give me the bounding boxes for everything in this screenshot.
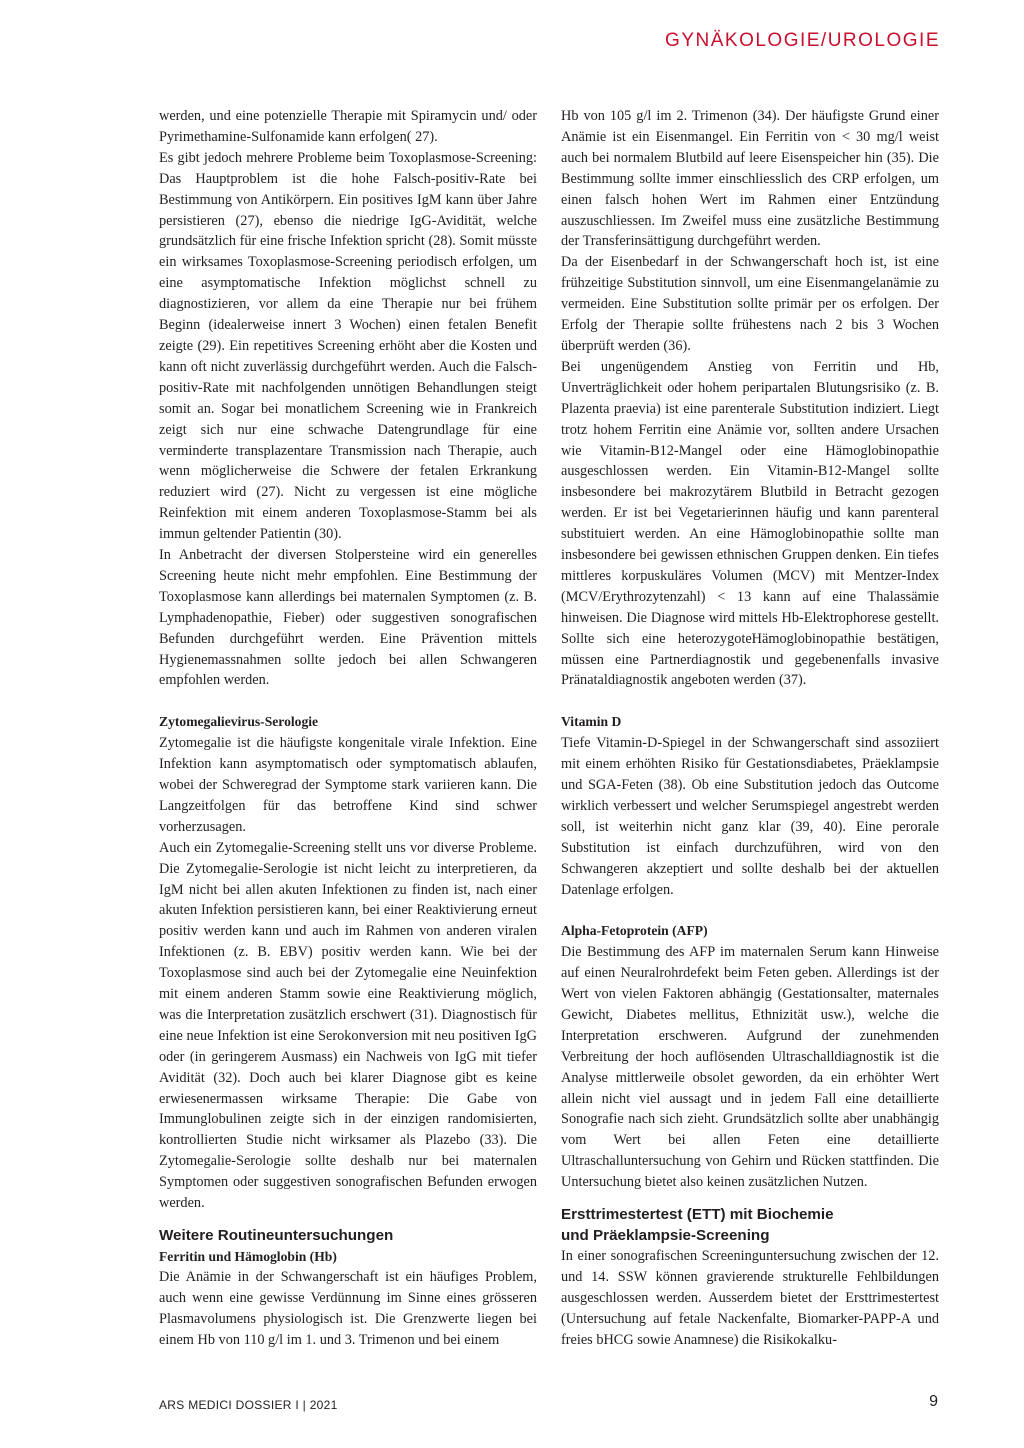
section-heading-ett [561,1205,939,1246]
paragraph: werden, und eine potenzielle Therapie mit Spiramycin und/ oder Pyrimethamine-Sulfonamide kann erfolgen( 27). [159,108,537,145]
left-column [159,106,537,1351]
right-column [561,106,939,1351]
section-heading-ett-line2: und Präeklampsie-Screening [561,1226,770,1244]
subheading-afp: Alpha-Fetoprotein (AFP) [561,923,708,939]
paragraph: Es gibt jedoch mehrere Probleme beim Toxoplasmose-Screening: Das Hauptproblem ist die hohe Falsch-positiv-Rate bei Bestimmung von Antikörpern. Ein positives IgM kann über Jahre persistieren (27), ebenso die niedrige IgG-Avidität, welche grundsätzlich für eine frische Infektion spricht (28). Somit müsste ein wirksames Toxoplasmose-Screening periodisch erfolgen, um eine asymptomatische Infektion möglichst schnell zu diagnostizieren, vor allem da eine Therapie nur bei frühem Beginn (idealerweise innert 3 Wochen) einen fetalen Benefit zeigte (29). Ein repetitives Screening erhöht aber die Kosten und kann oft nicht zuverlässig durchgeführt werden. Auch die Falsch-positiv-Rate mit nachfolgenden unnötigen Behandlungen steigt somit an. Sogar bei monatlichem Screening wie in Frankreich zeigt sich nur eine schwache Datengrundlage für eine verminderte transplazentare Transmission nach Therapie, auch wenn möglicherweise die Schwere der fetalen Erkrankung reduziert wird (27). Nicht zu vergessen ist eine mögliche Reinfektion mit einem anderen Toxoplasmose-Stamm bei als immun geltender Patientin (30). [159,149,537,543]
paragraph: Die Anämie in der Schwangerschaft ist ein häufiges Problem, auch wenn eine gewisse Verdünnung im Sinne eines grösseren Plasmavolumens physiologisch ist. Die Grenzwerte liegen bei einem Hb von 110 g/l im 1. und 3. Trimenon und bei einem [159,1269,537,1349]
paragraph: Auch ein Zytomegalie-Screening stellt uns vor diverse Probleme. Die Zytomegalie-Serologie ist nicht leicht zu interpretieren, da IgM nicht bei allen akuten Infektionen zu finden ist, nach einer akuten Infektion persistieren kann, bei einer Reaktivierung erneut positiv werden kann und auch im Rahmen von anderen viralen Infektionen (z. B. EBV) positiv werden kann. Wie bei der Toxoplasmose sind auch bei der Zytomegalie eine Neuinfektion mit einem anderen Stamm sowie eine Reaktivierung möglich, was die Interpretation zusätzlich erschwert (31). Diagnostisch für eine neue Infektion ist eine Serokonversion mit neu positiven IgG oder (in geringerem Ausmass) ein Nachweis von IgG mit tiefer Avidität (32). Doch auch bei klarer Diagnose gibt es keine erwiesenermassen wirksame Therapie: Die Gabe von Immunglobulinen zeigte sich in der einzigen randomisierten, kontrollierten Studie nicht wirksamer als Plazebo (33). Die Zytomegalie-Serologie sollte deshalb nur bei maternalen Symptomen oder suggestiven sonografischen Befunden erwogen werden. [159,839,537,1212]
section-heading-routine: Weitere Routineuntersuchungen [159,1227,394,1245]
subheading-cmv: Zytomegalievirus-Serologie [159,714,319,730]
journal-footer: ARS MEDICI DOSSIER I | 2021 [159,1398,338,1412]
subheading-vitamin-d: Vitamin D [561,714,622,730]
paragraph: Da der Eisenbedarf in der Schwangerschaft hoch ist, ist eine frühzeitige Substitution sinnvoll, um eine Eisenmangelanämie zu vermeiden. Eine Substitution sollte primär per os erfolgen. Der Erfolg der Therapie sollte frühestens nach 2 bis 3 Wochen überprüft werden (36). [561,254,939,354]
paragraph: Tiefe Vitamin-D-Spiegel in der Schwangerschaft sind assoziiert mit einem erhöhten Risiko für Gestationsdiabetes, Präeklampsie und SGA-Feten (38). Ob eine Substitution jedoch das Outcome wirklich verbessert und welcher Serumspiegel angestrebt werden soll, ist weiterhin nicht ganz klar (39, 40). Eine perorale Substitution ist einfach durchzuführen, wird von den Schwangeren akzeptiert und sollte deshalb bei der aktuellen Datenlage erfolgen. [561,735,939,898]
section-heading-ett-line1: Ersttrimestertest (ETT) mit Biochemie [561,1206,834,1224]
paragraph: In einer sonografischen Screeninguntersuchung zwischen der 12. und 14. SSW können gravierende strukturelle Fehlbildungen ausgeschlossen werden. Ausserdem bietet der Ersttrimestertest (Untersuchung auf fetale Nackenfalte, Biomarker-PAPP-A und freies bHCG sowie Anamnese) die Risikokalku- [561,1248,939,1348]
paragraph: Die Bestimmung des AFP im maternalen Serum kann Hinweise auf einen Neuralrohrdefekt beim Feten geben. Allerdings ist der Wert von vielen Faktoren abhängig (Gestationsalter, maternales Gewicht, Diabetes mellitus, Ethnizität usw.), welche die Interpretation erschweren. Aufgrund der zunehmenden Verbreitung der hoch auflösenden Ultraschalldiagnostik ist die Analyse mittlerweile obsolet geworden, da ein erhöhter Wert allein nicht viel aussagt und in jedem Fall eine detaillierte Sonografie nach sich zieht. Grundsätzlich sollte aber unabhängig vom Wert bei allen Feten eine detaillierte Ultraschalluntersuchung von Gehirn und Rücken stattfinden. Die Untersuchung bietet also keinen zusätzlichen Nutzen. [561,944,939,1191]
page-number: 9 [929,1393,938,1410]
paragraph: Zytomegalie ist die häufigste kongenitale virale Infektion. Eine Infektion kann asymptomatisch oder symptomatisch ablaufen, wobei der Schweregrad der Symptome stark variieren kann. Die Langzeitfolgen für das betroffene Kind sind schwer vorherzusagen. [159,735,537,835]
subheading-ferritin: Ferritin und Hämoglobin (Hb) [159,1248,337,1264]
paragraph: In Anbetracht der diversen Stolpersteine wird ein generelles Screening heute nicht mehr empfohlen. Eine Bestimmung der Toxoplasmose kann allerdings bei maternalen Symptomen (z. B. Lymphadenopathie, Fieber) oder suggestiven sonografischen Befunden durchgeführt werden. Eine Prävention mittels Hygienemassnahmen sollte jedoch bei allen Schwangeren empfohlen werden. [159,547,537,689]
paragraph: Bei ungenügendem Anstieg von Ferritin und Hb, Unverträglichkeit oder hohem peripartalen Blutungsrisiko (z. B. Plazenta praevia) ist eine parenterale Substitution indiziert. Liegt trotz hohem Ferritin eine Anämie vor, sollten andere Ursachen wie Vitamin-B12-Mangel oder eine Hämoglobinopathie ausgeschlossen werden. Ein Vitamin-B12-Mangel sollte insbesondere bei makrozytärem Blutbild in Betracht gezogen werden. Er ist bei Vegetarierinnen häufig und kann parenteral substituiert werden. An eine Hämoglobinopathie sollte man insbesondere bei gewissen ethnischen Gruppen denken. Ein tiefes mittleres korpuskuläres Volumen (MCV) mit Mentzer-Index (MCV/Erythrozytenzahl) < 13 kann auf eine Thalassämie hinweisen. Die Diagnose wird mittels Hb-Elektrophorese gestellt. Sollte sich eine heterozygoteHämoglobinopathie bestätigen, müssen eine Partnerdiagnostik und gegebenenfalls invasive Pränataldiagnostik angeboten werden (37). [561,358,939,689]
section-label: GYNÄKOLOGIE/UROLOGIE [665,30,940,51]
paragraph: Hb von 105 g/l im 2. Trimenon (34). Der häufigste Grund einer Anämie ist ein Eisenmangel. Ein Ferritin von < 30 mg/l weist auch bei normalem Blutbild auf leere Eisenspeicher hin (35). Die Bestimmung sollte immer einschliesslich des CRP erfolgen, um einen falsch hohen Wert im Rahmen einer Entzündung auszuschliessen. Im Zweifel muss eine zusätzliche Bestimmung der Transferinsättigung durchgeführt werden. [561,108,939,250]
